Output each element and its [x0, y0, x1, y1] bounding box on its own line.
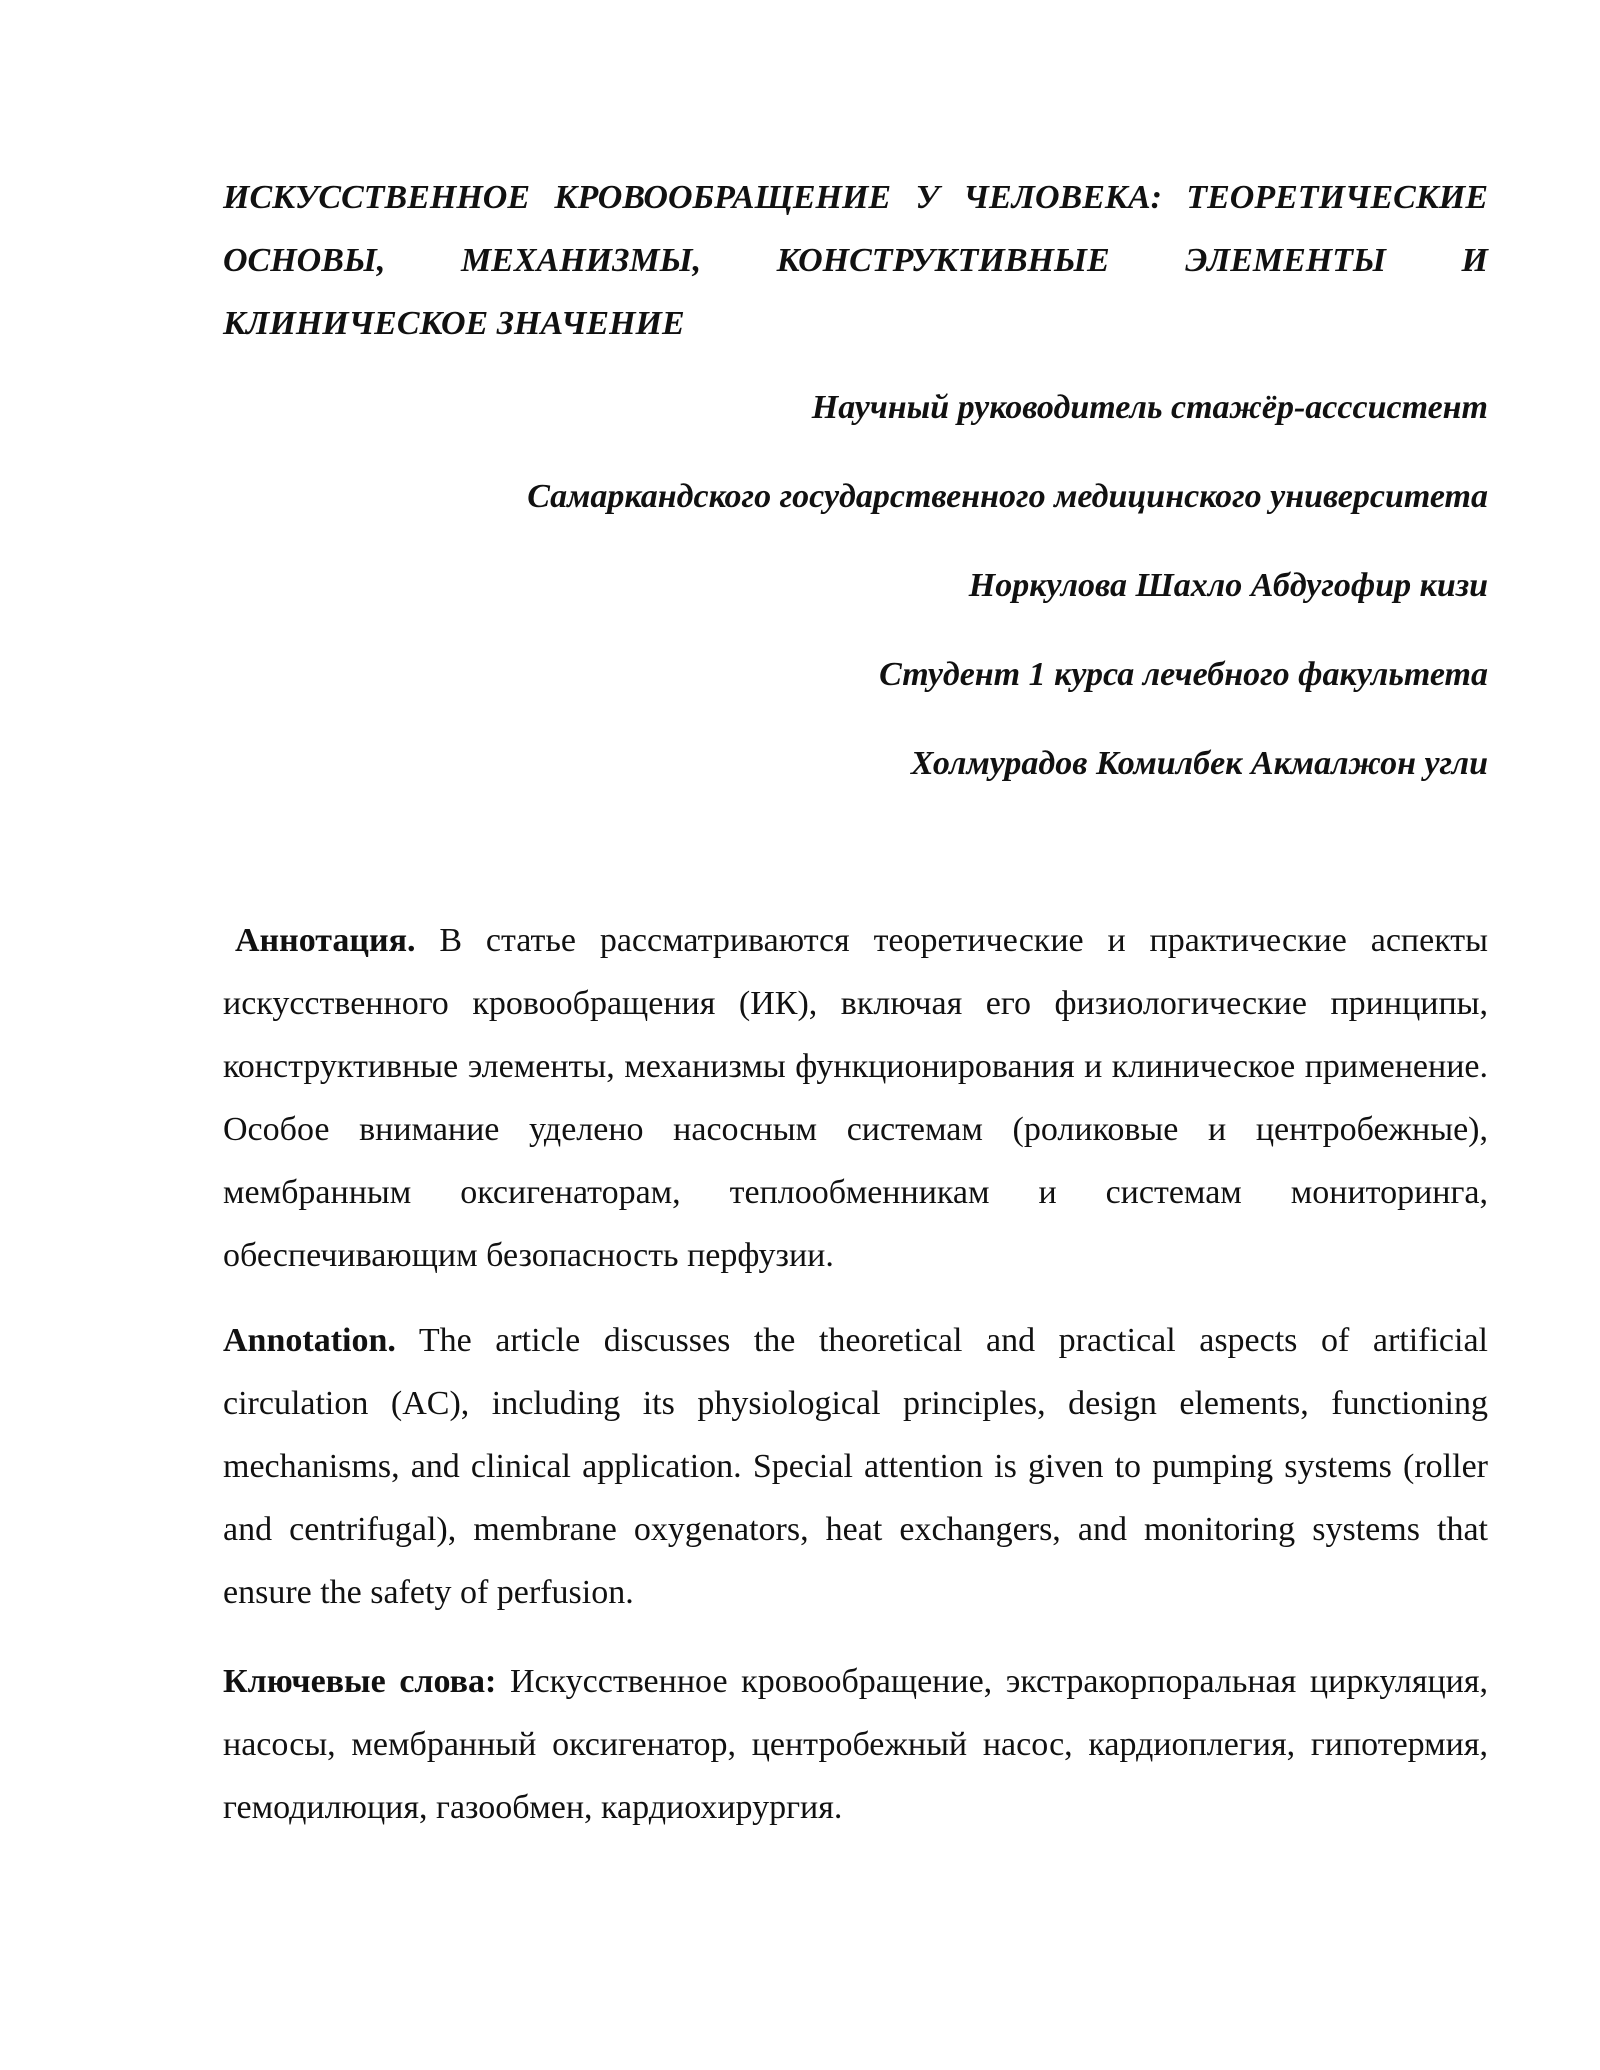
student-name: Холмурадов Комилбек Акмалжон угли	[910, 745, 1488, 782]
supervisor-role: Научный руководитель стажёр-асссистент	[811, 389, 1488, 426]
keywords	[223, 1650, 1488, 1839]
keywords-label: Ключевые слова:	[223, 1663, 497, 1700]
abstract-russian-text: В статье рассматриваются теоретические и практические аспекты искусственного кровообращения (ИК), включая его физиологические принципы, конструктивные элементы, механизмы функционирования и клиническое применение. Особое внимание уделено насосным системам (роликовые и центробежные), мембранным оксигенаторам, теплообменникам и системам мониторинга, обеспечивающим безопасность перфузии.	[223, 922, 1488, 1274]
student-role: Студент 1 курса лечебного факультета	[879, 656, 1488, 693]
abstract-russian	[223, 909, 1488, 1287]
abstract-russian-label: Аннотация.	[235, 922, 416, 959]
keywords-text: Искусственное кровообращение, экстракорпоральная циркуляция, насосы, мембранный оксигенатор, центробежный насос, кардиоплегия, гипотермия, гемодилюция, газообмен, кардиохирургия.	[223, 1663, 1488, 1826]
supervisor-affiliation: Самаркандского государственного медицинского университета	[527, 478, 1488, 515]
document-title: ИСКУССТВЕННОЕ КРОВООБРАЩЕНИЕ У ЧЕЛОВЕКА: ТЕОРЕТИЧЕСКИЕ ОСНОВЫ, МЕХАНИЗМЫ, КОНСТРУКТИВНЫЕ ЭЛЕМЕНТЫ И КЛИНИЧЕСКОЕ ЗНАЧЕНИЕ	[223, 179, 1488, 342]
abstract-english	[223, 1309, 1488, 1624]
abstract-english-text: The article discusses the theoretical and practical aspects of artificial circulation (AC), including its physiological principles, design elements, functioning mechanisms, and clinical application. Special attention is given to pumping systems (roller and centrifugal), membrane oxygenators, heat exchangers, and monitoring systems that ensure the safety of perfusion.	[223, 1322, 1488, 1611]
abstract-english-label: Annotation.	[223, 1322, 396, 1359]
supervisor-name: Норкулова Шахло Абдугофир кизи	[968, 567, 1488, 604]
author-block	[223, 381, 1488, 826]
